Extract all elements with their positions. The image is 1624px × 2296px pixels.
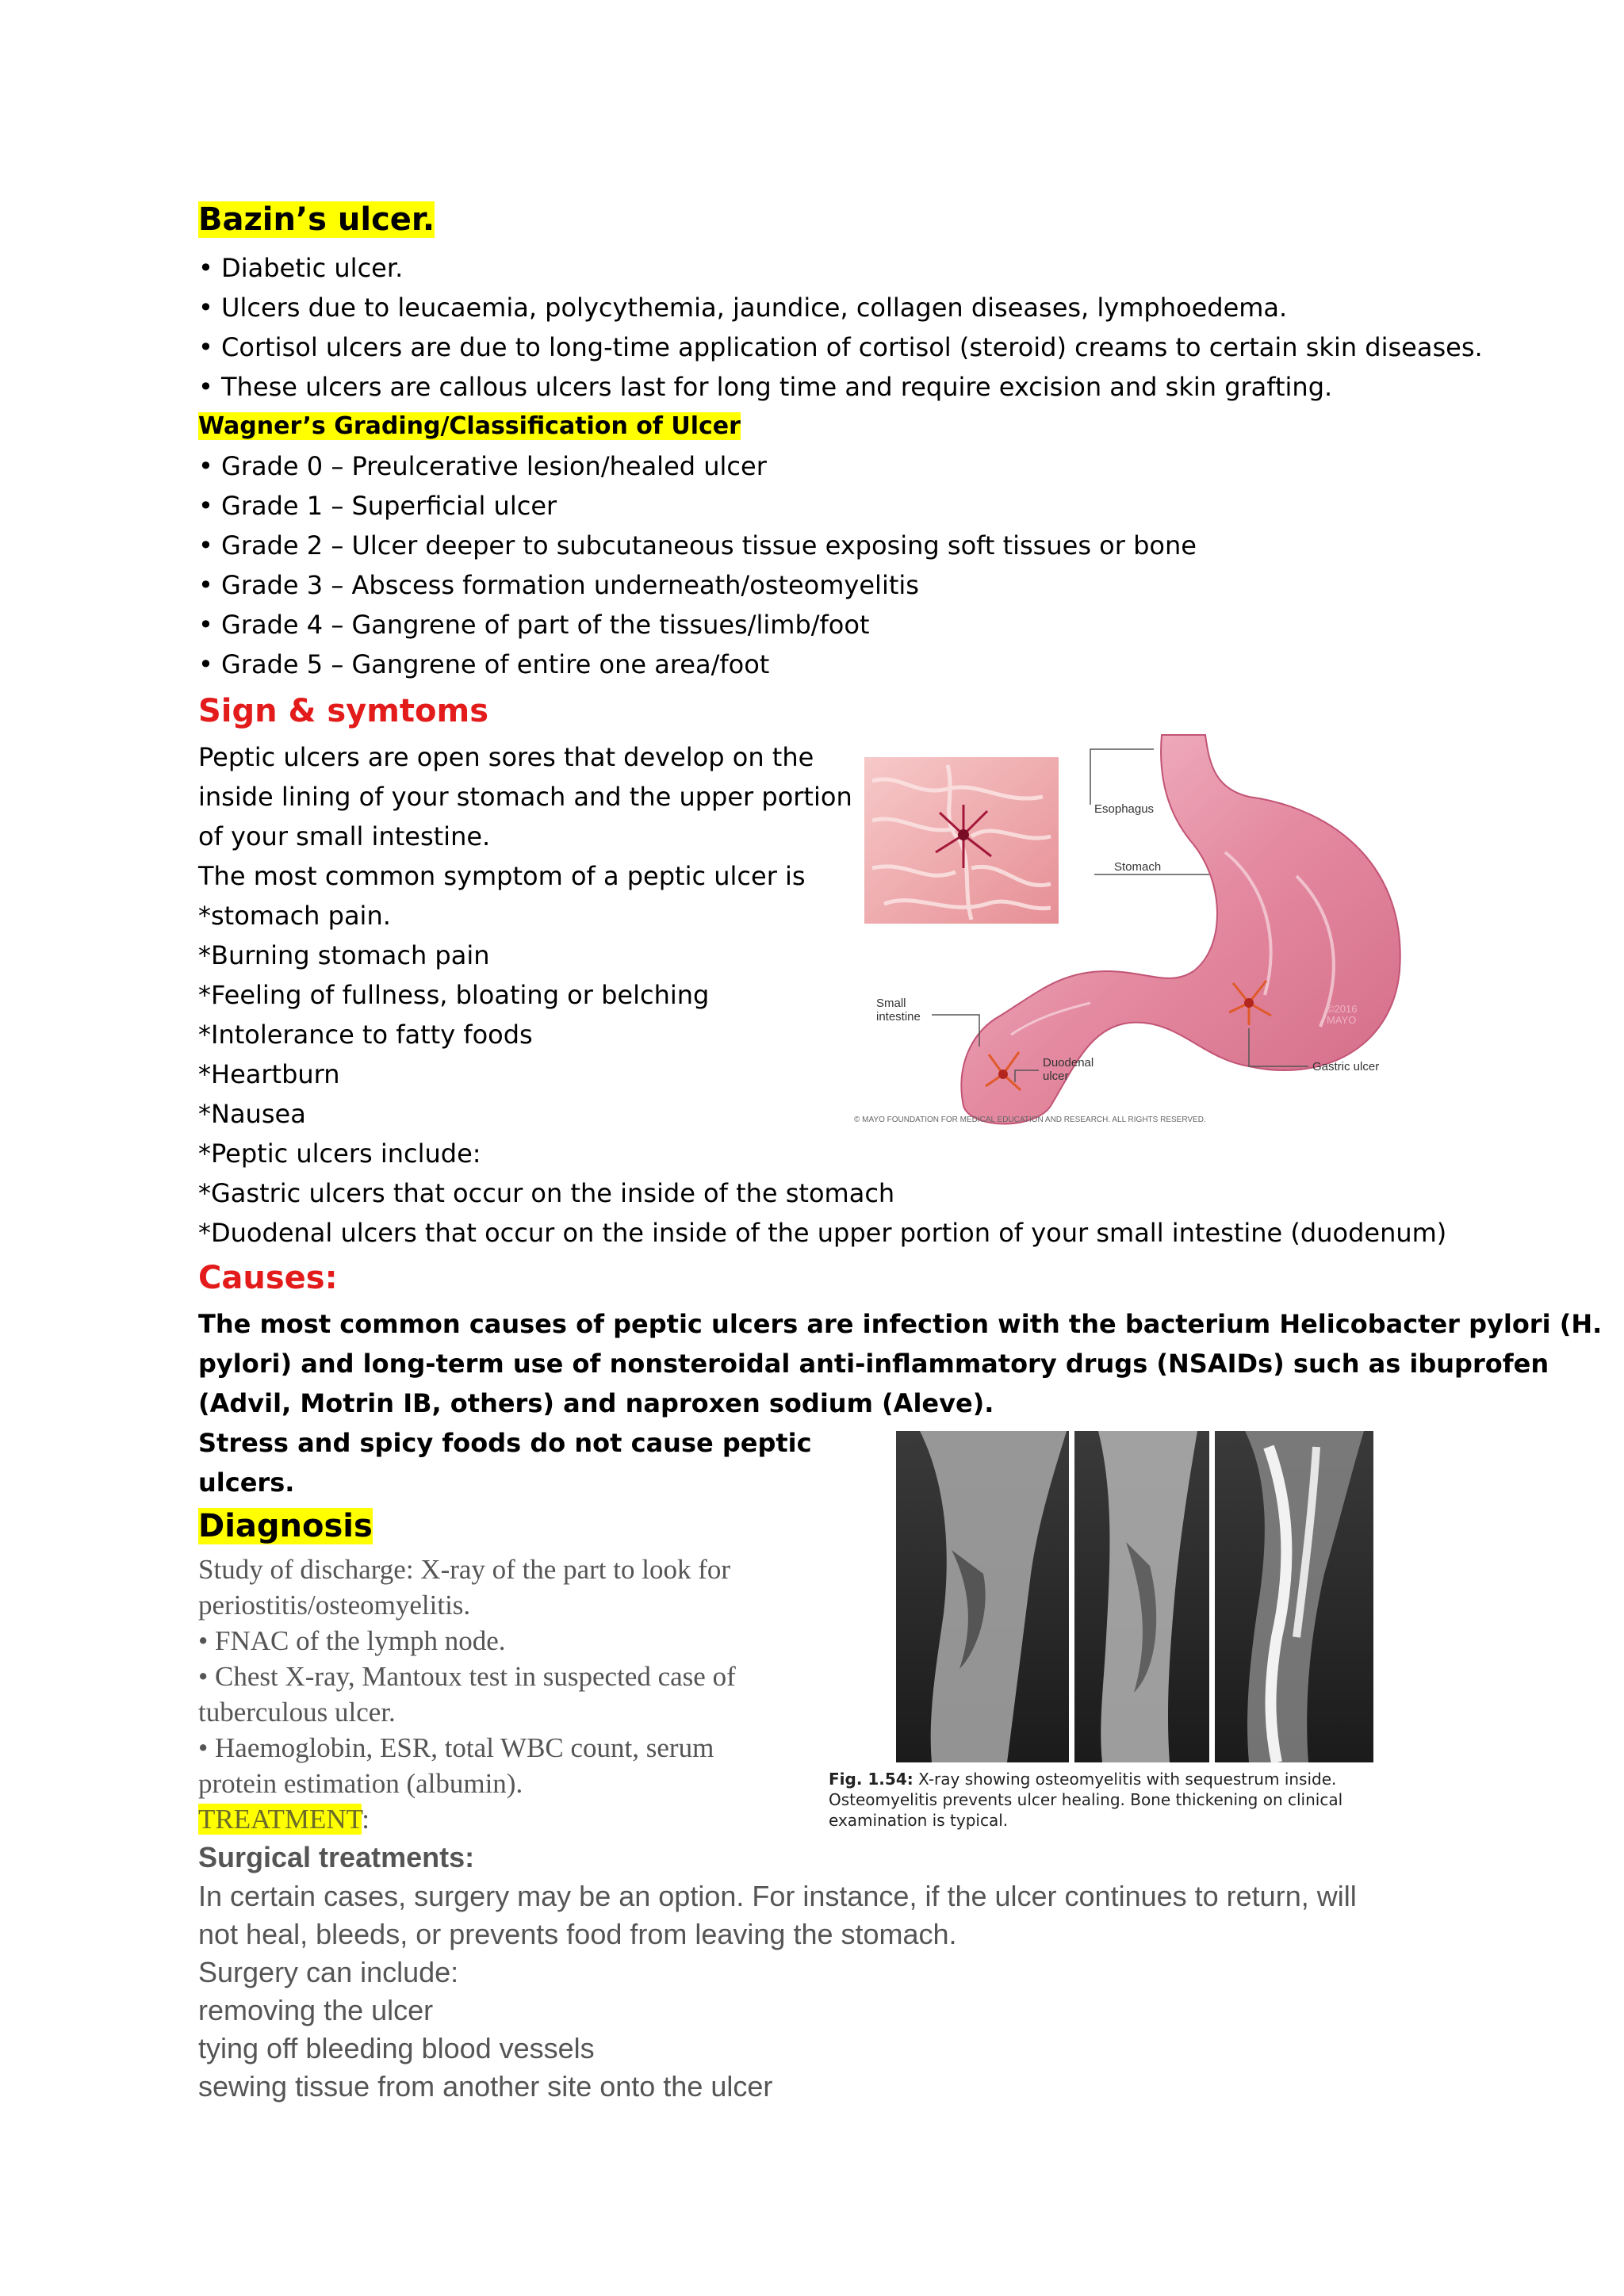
list-item: removing the ulcer [198,1994,434,2026]
text-line: pylori) and long-term use of nonsteroidal anti-inflammatory drugs (NSAIDs) such as ibuprofen [198,1349,1549,1379]
stomach-illustration [852,733,1408,1130]
text-line: protein estimation (albumin). [198,1768,523,1799]
text-line: tuberculous ulcer. [198,1697,396,1728]
wagner-grade-list [198,446,1197,684]
figure-label: Fig. 1.54: [829,1770,914,1789]
label-small-intestine-2: intestine [876,1010,921,1024]
text-line: The most common causes of peptic ulcers are infection with the bacterium Helicobacter pylori (H. [198,1309,1603,1339]
text-line: *Peptic ulcers include: [198,1138,481,1169]
text-line: *Intolerance to fatty foods [198,1020,533,1050]
figure-credit: © MAYO FOUNDATION FOR MEDICAL EDUCATION AND RESEARCH. ALL RIGHTS RESERVED. [854,1115,1206,1124]
text-line: • Chest X-ray, Mantoux test in suspected case of [198,1661,736,1692]
list-item: • Grade 1 – Superficial ulcer [198,491,557,521]
list-item: • Ulcers due to leucaemia, polycythemia, jaundice, collagen diseases, lymphoedema. [198,293,1288,323]
diagnosis-body [198,1552,736,1801]
list-item: • Grade 3 – Abscess formation underneath/osteomyelitis [198,570,919,600]
text-line: *Gastric ulcers that occur on the inside of the stomach [198,1178,895,1208]
text-line: *Duodenal ulcers that occur on the inside of the upper portion of your small intestine (duodenum) [198,1218,1447,1248]
label-stomach: Stomach [1114,860,1162,874]
wagner-heading: Wagner’s Grading/Classification of Ulcer [198,412,741,440]
text-line: Study of discharge: X-ray of the part to look for [198,1554,730,1585]
text-line: inside lining of your stomach and the upper portion [198,782,852,812]
text-line: Peptic ulcers are open sores that develop on the [198,742,814,772]
ulcer-marker [958,829,969,840]
xray-caption: Fig. 1.54: X-ray showing osteomyelitis with sequestrum inside. Osteomyelitis prevents ulcer healing. Bone thickening on clinical examination is typical. [829,1770,1343,1830]
label-small-intestine: Small [876,997,906,1010]
list-item: • Grade 4 – Gangrene of part of the tissues/limb/foot [198,610,870,640]
label-duodenal-ulcer-2: ulcer [1043,1070,1069,1083]
list-item: • Grade 2 – Ulcer deeper to subcutaneous tissue exposing soft tissues or bone [198,530,1197,561]
text-line: Surgery can include: [198,1956,459,1988]
text-line: In certain cases, surgery may be an option. For instance, if the ulcer continues to return, will [198,1880,1357,1912]
treatment-body [198,1877,1357,2106]
text-line: (Advil, Motrin IB, others) and naproxen sodium (Aleve). [198,1388,994,1418]
xray-figure [896,1431,1376,1764]
text-line: periostitis/osteomyelitis. [198,1590,471,1621]
text-line: *Heartburn [198,1059,340,1089]
label-esophagus: Esophagus [1094,802,1155,816]
surgical-treatments-heading: Surgical treatments: [198,1841,475,1873]
text-line: *Nausea [198,1099,306,1129]
text-line: *Feeling of fullness, bloating or belching [198,980,710,1010]
text-line: ulcers. [198,1468,295,1498]
signs-heading: Sign & symtoms [198,693,489,729]
text-line: Stress and spicy foods do not cause peptic [198,1428,812,1458]
treatment-label: TREATMENT: [198,1804,370,1835]
text-line: *Burning stomach pain [198,940,490,970]
list-item: • These ulcers are callous ulcers last for long time and require excision and skin grafting. [198,372,1333,402]
list-item: sewing tissue from another site onto the ulcer [198,2070,773,2103]
text-line: not heal, bleeds, or prevents food from leaving the stomach. [198,1918,957,1950]
bazin-list [198,248,1483,407]
figure-mark-year: ©2016 [1327,1003,1358,1015]
text-line: • FNAC of the lymph node. [198,1625,506,1656]
bazin-heading: Bazin’s ulcer. [198,201,435,238]
list-item: tying off bleeding blood vessels [198,2032,595,2064]
label-gastric-ulcer: Gastric ulcer [1312,1060,1380,1073]
label-duodenal-ulcer: Duodenal [1043,1056,1094,1070]
text-line: The most common symptom of a peptic ulcer is [198,861,806,891]
figure-mark: MAYO [1327,1014,1357,1026]
list-item: • Grade 0 – Preulcerative lesion/healed ulcer [198,451,767,481]
causes-heading: Causes: [198,1260,338,1296]
list-item: • Cortisol ulcers are due to long-time application of cortisol (steroid) creams to certain skin diseases. [198,332,1483,362]
text-line: • Haemoglobin, ESR, total WBC count, serum [198,1732,714,1763]
diagnosis-heading: Diagnosis [198,1508,373,1544]
text-line: of your small intestine. [198,821,491,851]
text-line: *stomach pain. [198,901,391,931]
list-item: • Grade 5 – Gangrene of entire one area/foot [198,649,770,679]
list-item: • Diabetic ulcer. [198,253,404,283]
